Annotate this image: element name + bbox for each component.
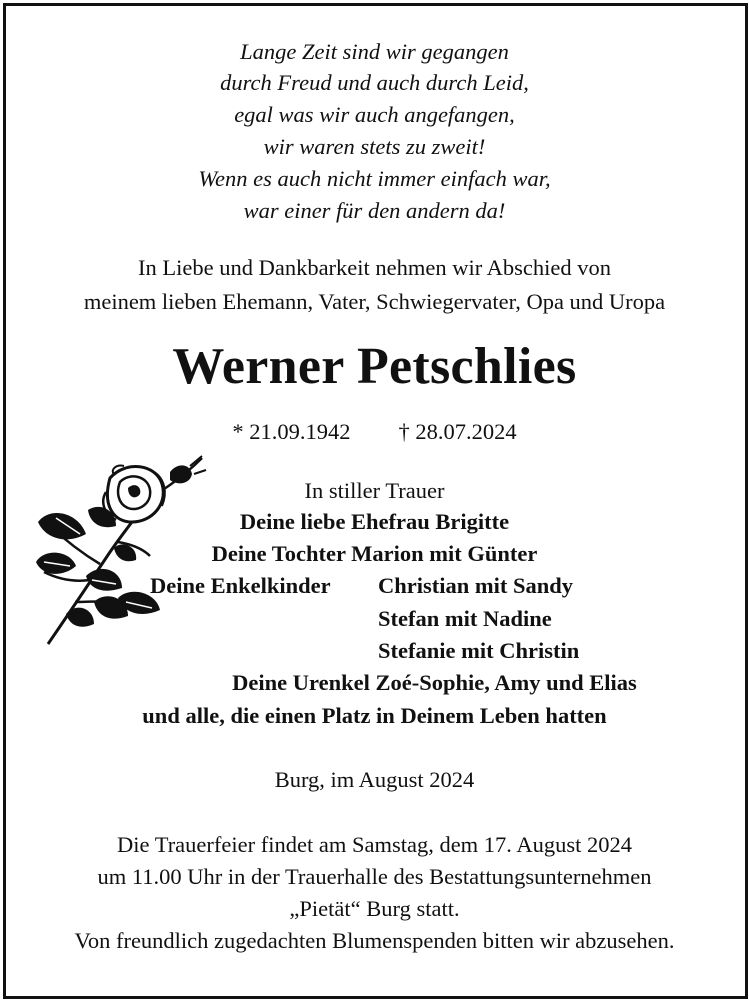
mourner-daughter: Deine Tochter Marion mit Günter	[211, 541, 538, 566]
grandchild-entry: Stefanie mit Christin	[378, 638, 580, 663]
mourners-intro: In stiller Trauer	[304, 478, 445, 503]
grandchild-entry: Christian mit Sandy	[378, 573, 574, 598]
service-line: Von freundlich zugedachten Blumenspenden bitten wir abzusehen.	[74, 928, 675, 953]
life-dates	[0, 419, 749, 445]
poem-line: Wenn es auch nicht immer einfach war,	[198, 166, 551, 191]
mourner-others: und alle, die einen Platz in Deinem Leben hatten	[142, 703, 607, 728]
poem-line: egal was wir auch angefangen,	[234, 102, 515, 127]
death-date: † 28.07.2024	[398, 419, 517, 444]
grandchildren-label: Deine Enkelkinder	[150, 573, 331, 598]
grandchild-entry: Stefan mit Nadine	[378, 606, 552, 631]
mourner-great-grandchildren: Deine Urenkel Zoé-Sophie, Amy und Elias	[232, 670, 637, 695]
poem-line: war einer für den andern da!	[243, 198, 506, 223]
poem-line: wir waren stets zu zweit!	[263, 134, 486, 159]
service-line: Die Trauerfeier findet am Samstag, dem 17. August 2024	[117, 832, 632, 857]
deceased-name: Werner Petschlies	[172, 338, 577, 395]
service-line: um 11.00 Uhr in der Trauerhalle des Bestattungsunternehmen	[97, 864, 652, 889]
service-line: „Pietät“ Burg statt.	[289, 896, 460, 921]
place-date: Burg, im August 2024	[274, 767, 475, 792]
mourner-wife: Deine liebe Ehefrau Brigitte	[239, 509, 510, 534]
farewell-line: In Liebe und Dankbarkeit nehmen wir Abschied von	[138, 255, 611, 280]
poem-line: durch Freud und auch durch Leid,	[220, 70, 529, 95]
farewell-line: meinem lieben Ehemann, Vater, Schwiegervater, Opa und Uropa	[83, 289, 666, 314]
birth-date: * 21.09.1942	[232, 419, 351, 444]
poem-line: Lange Zeit sind wir gegangen	[240, 39, 509, 64]
